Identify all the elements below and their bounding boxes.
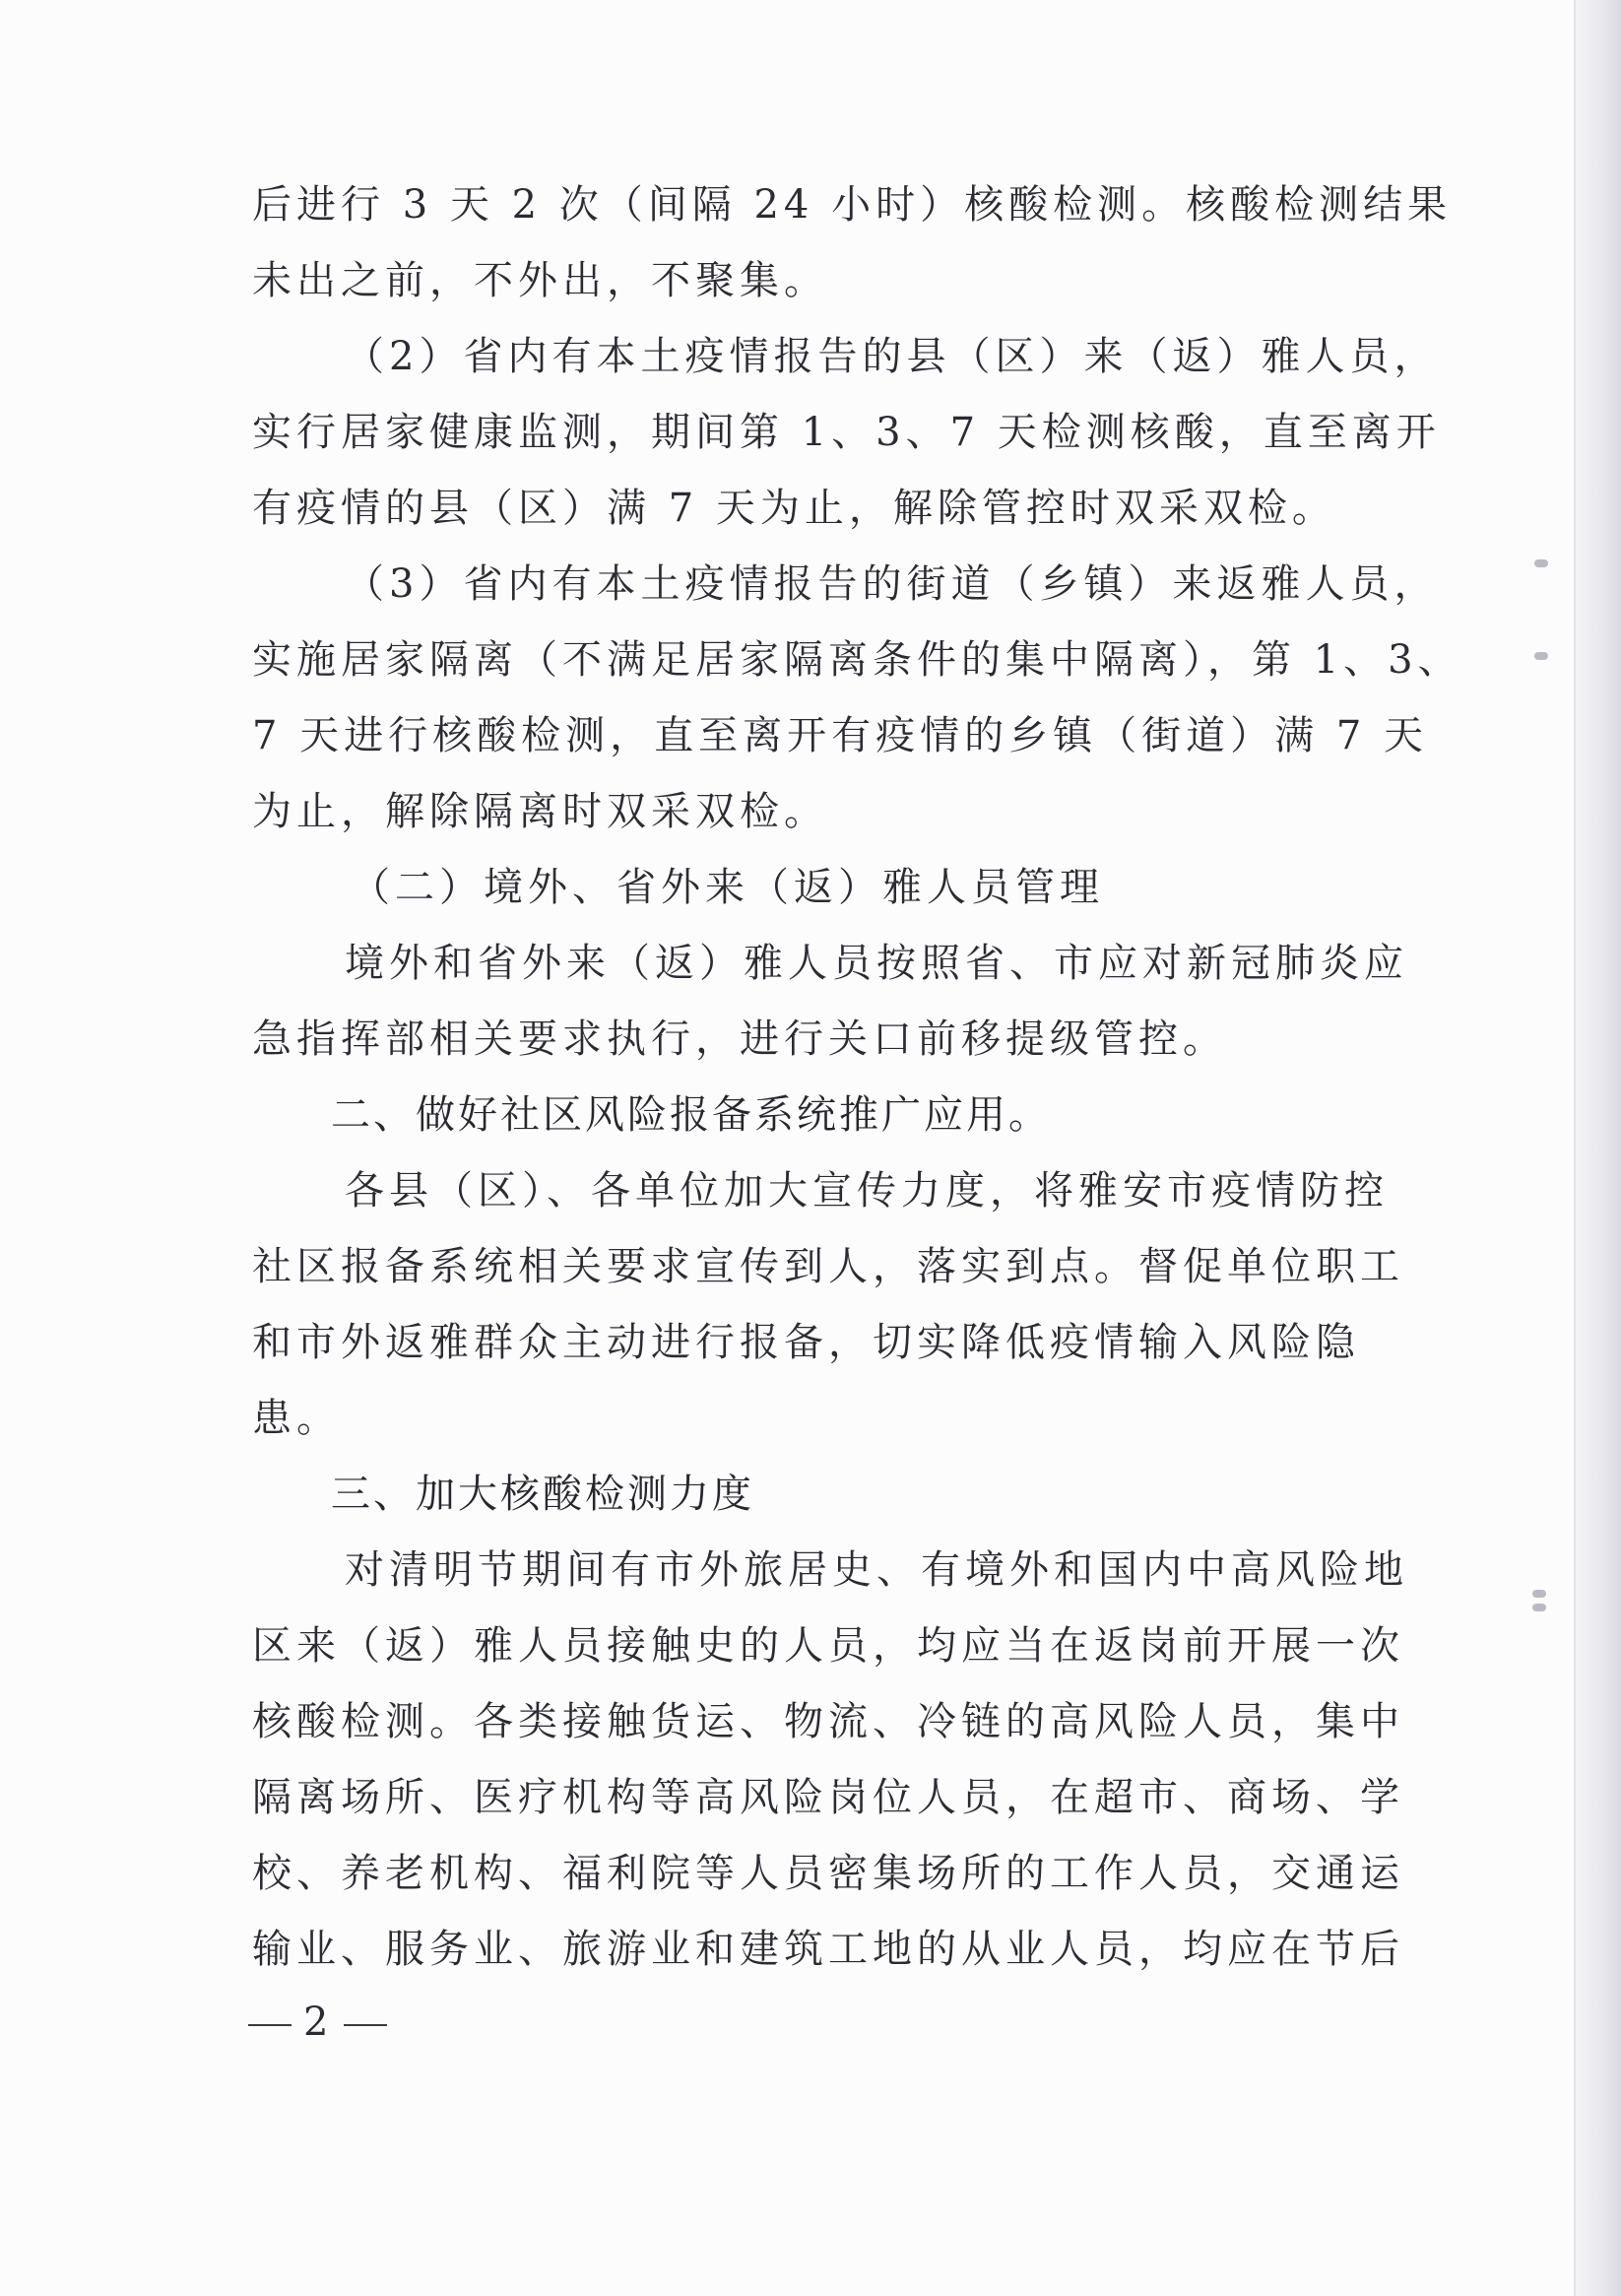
page-number-dash-left [248, 2024, 292, 2026]
text-line: 区来（返）雅人员接触史的人员，均应当在返岗前开展一次 [252, 1623, 1404, 1669]
text-line: 隔离场所、医疗机构等高风险岗位人员，在超市、商场、学 [252, 1775, 1404, 1820]
paragraph-continuation [252, 167, 1453, 319]
scan-paper-edge [1576, 0, 1621, 2296]
text-line: 对清明节期间有市外旅居史、有境外和国内中高风险地 [345, 1547, 1408, 1593]
subheading-overseas-management [252, 850, 1347, 926]
subheading-text: （二）境外、省外来（返）雅人员管理 [351, 865, 1104, 910]
document-body [252, 167, 1462, 1988]
paragraph-county-returnees [252, 319, 1441, 547]
text-line: 核酸检测。各类接触货运、物流、冷链的高风险人员，集中 [252, 1699, 1404, 1744]
text-line: 为止，解除隔离时双采双检。 [252, 789, 828, 834]
page-number-value: 2 [303, 2000, 333, 2045]
paragraph-overseas-returnees [252, 926, 1408, 1078]
text-line: 和市外返雅群众主动进行报备，切实降低疫情输入风险隐 [252, 1320, 1360, 1365]
text-line: 患。 [252, 1396, 341, 1441]
text-line: 实行居家健康监测，期间第 1、3、7 天检测核酸，直至离开 [252, 410, 1441, 455]
text-line: 实施居家隔离（不满足居家隔离条件的集中隔离），第 1、3、 [252, 637, 1462, 683]
text-line: 境外和省外来（返）雅人员按照省、市应对新冠肺炎应 [345, 941, 1408, 986]
text-line: 输业、服务业、旅游业和建筑工地的从业人员，均应在节后 [252, 1927, 1404, 1972]
text-line: 各县（区）、各单位加大宣传力度，将雅安市疫情防控 [345, 1168, 1389, 1214]
paragraph-nucleic-testing [252, 1533, 1408, 1988]
text-line: 社区报备系统相关要求宣传到人，落实到点。督促单位职工 [252, 1244, 1404, 1289]
binding-staple-mark [1534, 559, 1548, 567]
binding-staple-mark [1534, 652, 1548, 660]
text-line: 校、养老机构、福利院等人员密集场所的工作人员，交通运 [252, 1851, 1404, 1896]
text-line: 后进行 3 天 2 次（间隔 24 小时）核酸检测。核酸检测结果 [252, 182, 1453, 228]
binding-staple-mark [1532, 1604, 1546, 1611]
text-line: 急指挥部相关要求执行，进行关口前移提级管控。 [252, 1017, 1227, 1062]
text-line: 有疫情的县（区）满 7 天为止，解除管控时双采双检。 [252, 486, 1336, 531]
section-heading-two [252, 1078, 1347, 1153]
section-heading-text: 三、加大核酸检测力度 [331, 1472, 754, 1517]
text-line: 7 天进行核酸检测，直至离开有疫情的乡镇（街道）满 7 天 [252, 713, 1429, 758]
page-number [236, 2000, 399, 2045]
page-number-dash-right [344, 2024, 387, 2026]
paragraph-street-returnees [252, 547, 1462, 850]
paragraph-reporting-system [252, 1153, 1404, 1457]
section-heading-three [252, 1457, 1347, 1533]
text-line: 未出之前，不外出，不聚集。 [252, 258, 828, 303]
binding-staple-mark [1532, 1590, 1546, 1598]
section-heading-text: 二、做好社区风险报备系统推广应用。 [331, 1092, 1051, 1138]
text-line: （2）省内有本土疫情报告的县（区）来（返）雅人员， [345, 334, 1439, 379]
text-line: （3）省内有本土疫情报告的街道（乡镇）来返雅人员， [345, 561, 1439, 607]
